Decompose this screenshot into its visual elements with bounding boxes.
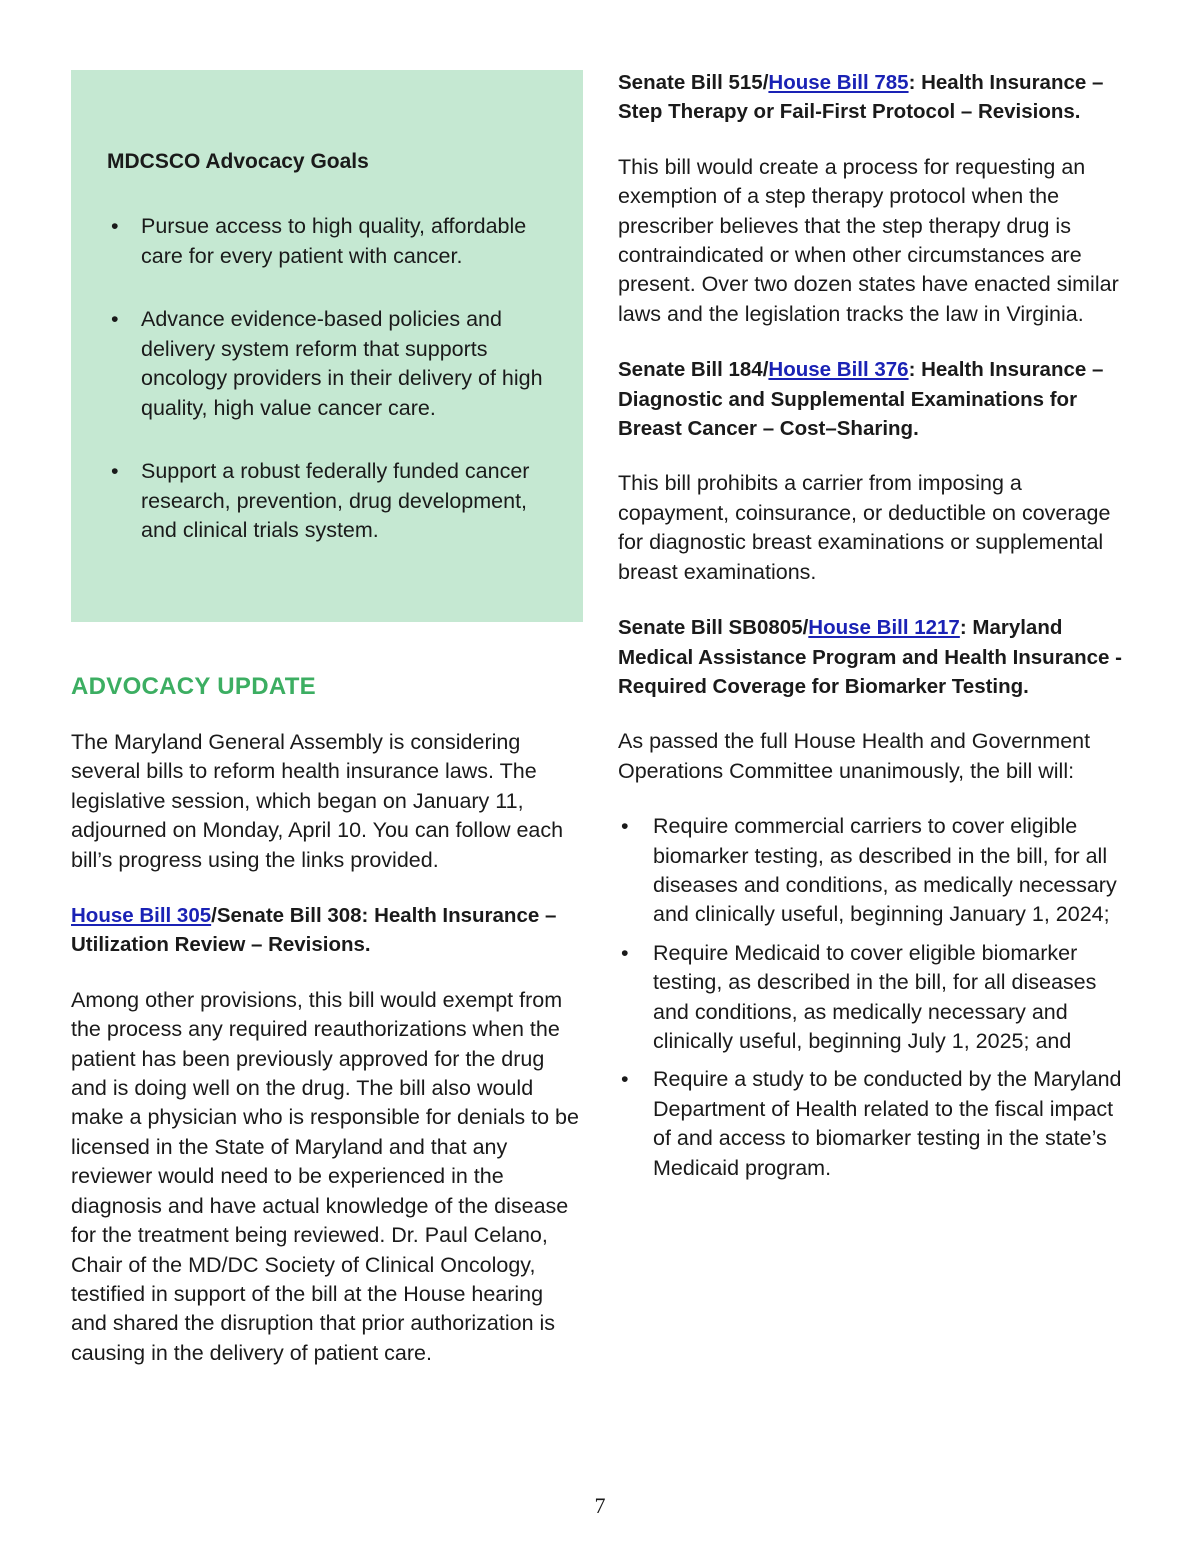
right-column <box>618 70 1130 1192</box>
goals-title: MDCSCO Advocacy Goals <box>107 150 369 173</box>
bill-heading-rest: : Maryland Medical Assistance Program and Health Insurance - Required Coverage for Biomarker Testing. <box>618 616 1122 698</box>
goals-list <box>107 212 553 546</box>
house-bill-785-link[interactable]: House Bill 785 <box>768 71 909 94</box>
bill-heading-hb785 <box>618 68 1130 127</box>
page-number: 7 <box>594 1493 606 1518</box>
house-bill-376-link[interactable]: House Bill 376 <box>768 358 909 382</box>
bill-heading-hb305 <box>71 901 583 960</box>
goal-item: • Support a robust federally funded cancer research, prevention, drug development, and clinical trials system. <box>107 457 553 546</box>
bill-heading-prefix: Senate Bill SB0805/ <box>618 616 809 640</box>
left-column <box>71 70 583 1394</box>
bill-body-hb785: This bill would create a process for requesting an exemption of a step therapy protocol when the prescriber believes that the step therapy drug is contraindicated or when other circumstances are present. Over two dozen states have enacted similar laws and the legislation tracks the law in Virginia. <box>618 154 1119 326</box>
bill-heading-rest: : Health Insurance – Step Therapy or Fail-First Protocol – Revisions. <box>618 71 1104 124</box>
bill-body-hb305: Among other provisions, this bill would exempt from the process any required reauthorizations when the patient has been previously approved for the drug and is doing well on the drug. The bill also would make a physician who is responsible for denials to be licensed in the State of Maryland and that any reviewer would need to be experienced in the diagnosis and have actual knowledge of the disease for the treatment being reviewed. Dr. Paul Celano, Chair of the MD/DC Society of Clinical Oncology, testified in support of the bill at the House hearing and shared the disruption that prior authorization is causing in the delivery of patient care. <box>71 987 579 1365</box>
bill-heading-rest: : Health Insurance – Diagnostic and Supplemental Examinations for Breast Cancer – Cost–Sharing. <box>618 358 1104 441</box>
house-bill-1217-link[interactable]: House Bill 1217 <box>808 616 960 640</box>
advocacy-update-heading: ADVOCACY UPDATE <box>71 673 316 700</box>
bill-heading-hb1217 <box>618 613 1130 701</box>
bullet-item: • Require commercial carriers to cover eligible biomarker testing, as described in the bill, for all diseases and conditions, as medically necessary and clinically useful, beginning January 1, 2024; <box>618 812 1130 930</box>
goal-item: • Pursue access to high quality, affordable care for every patient with cancer. <box>107 212 553 271</box>
bill-heading-rest: /Senate Bill 308: Health Insurance – Utilization Review – Revisions. <box>71 904 557 957</box>
update-intro: The Maryland General Assembly is considering several bills to reform health insurance laws. The legislative session, which began on January 11, adjourned on Monday, April 10. You can follow each bill’s progress using the links provided. <box>71 730 564 872</box>
bill-intro-hb1217: As passed the full House Health and Government Operations Committee unanimously, the bill will: <box>618 729 1091 783</box>
goal-item: • Advance evidence-based policies and delivery system reform that supports oncology providers in their delivery of high quality, high value cancer care. <box>107 305 553 423</box>
bill-heading-hb376 <box>618 355 1130 443</box>
bill-body-hb376: This bill prohibits a carrier from imposing a copayment, coinsurance, or deductible on coverage for diagnostic breast examinations or supplemental breast examinations. <box>618 471 1111 584</box>
bill-heading-prefix: Senate Bill 515/ <box>618 71 769 94</box>
biomarker-bullets <box>618 812 1130 1183</box>
bullet-item: • Require Medicaid to cover eligible biomarker testing, as described in the bill, for all diseases and conditions, as medically necessary and clinically useful, beginning July 1, 2025; and <box>618 939 1130 1057</box>
bill-heading-prefix: Senate Bill 184/ <box>618 358 769 382</box>
advocacy-goals-box <box>71 70 583 622</box>
bullet-item: • Require a study to be conducted by the Maryland Department of Health related to the fiscal impact of and access to biomarker testing in the state’s Medicaid program. <box>618 1065 1130 1183</box>
house-bill-305-link[interactable]: House Bill 305 <box>71 904 212 928</box>
